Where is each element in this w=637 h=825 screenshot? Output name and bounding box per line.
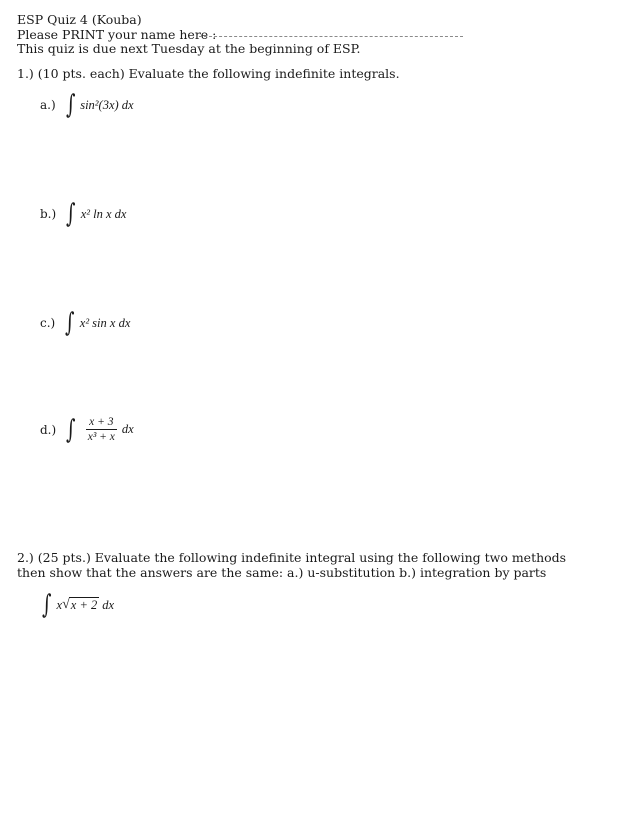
problem1-part-d bbox=[40, 416, 134, 443]
part-d-differential: dx bbox=[121, 422, 134, 436]
part-a-integrand: sin²(3x) dx bbox=[80, 97, 134, 112]
part-a-label: a.) bbox=[40, 98, 56, 112]
part-d-denominator: x³ + x bbox=[87, 431, 115, 443]
name-prompt: Please PRINT your name here : bbox=[17, 27, 217, 42]
problem2-sqrt bbox=[62, 597, 99, 613]
part-c-integrand: x² sin x dx bbox=[79, 315, 131, 330]
problem2-differential: dx bbox=[102, 597, 115, 612]
part-c-label: c.) bbox=[40, 316, 56, 330]
problem2-heading-line2: then show that the answers are the same: a.) u-substitution b.) integration by parts bbox=[17, 565, 547, 580]
problem2-integrand-prefix: x bbox=[56, 597, 63, 612]
integral-sign-icon: ∫ bbox=[66, 199, 76, 229]
problem2-radicand: x + 2 bbox=[70, 598, 98, 612]
quiz-title: ESP Quiz 4 (Kouba) bbox=[17, 12, 142, 27]
part-b-label: b.) bbox=[40, 207, 57, 221]
integral-sign-icon: ∫ bbox=[65, 90, 76, 120]
part-d-label: d.) bbox=[40, 422, 57, 437]
name-blank-line bbox=[199, 36, 463, 37]
problem2-heading-line1: 2.) (25 pts.) Evaluate the following indefinite integral using the following two methods bbox=[17, 550, 567, 565]
integral-sign-icon: ∫ bbox=[65, 308, 75, 338]
integral-sign-icon: ∫ bbox=[42, 590, 52, 620]
integral-sign-icon: ∫ bbox=[66, 414, 76, 445]
problem1-heading: 1.) (10 pts. each) Evaluate the following indefinite integrals. bbox=[17, 66, 400, 81]
problem1-part-a bbox=[40, 92, 134, 118]
problem1-part-b bbox=[40, 201, 126, 227]
part-d-numerator: x + 3 bbox=[86, 416, 116, 430]
problem2-integral bbox=[40, 592, 114, 618]
problem1-part-c bbox=[40, 310, 130, 336]
part-d-fraction bbox=[85, 416, 118, 443]
part-b-integrand: x² ln x dx bbox=[80, 206, 127, 221]
sqrt-icon: √ bbox=[62, 597, 70, 612]
due-note: This quiz is due next Tuesday at the beginning of ESP. bbox=[17, 41, 361, 56]
